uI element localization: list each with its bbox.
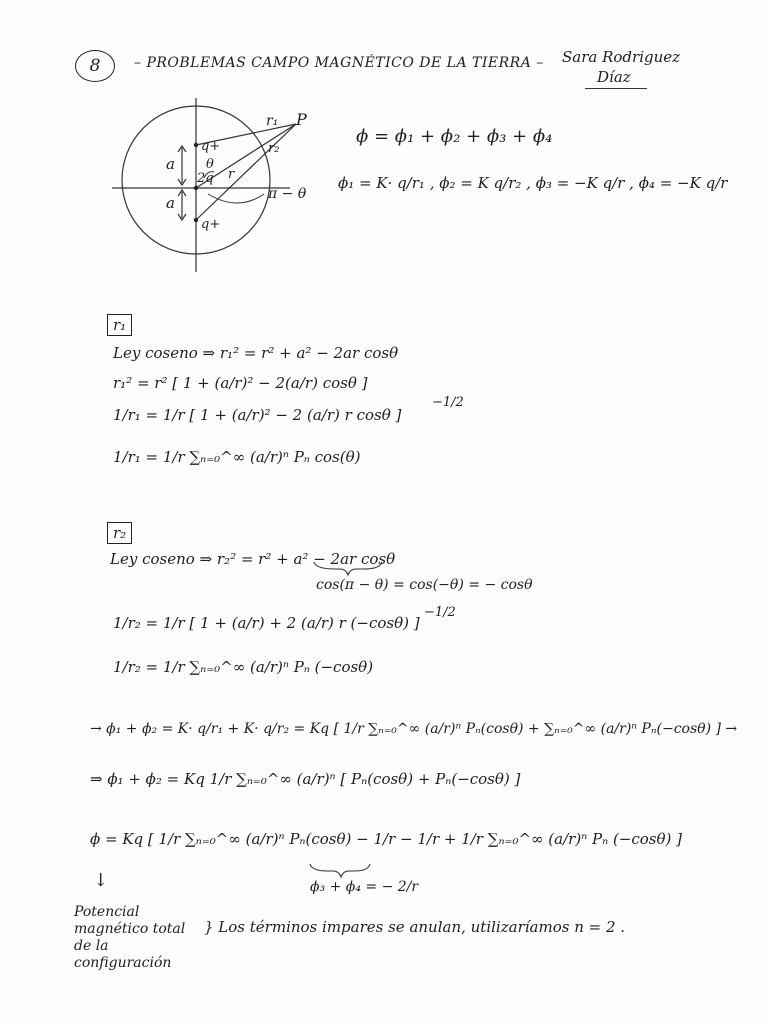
author-name: Sara Rodriguez <box>562 48 681 66</box>
label-a-bottom: a <box>166 194 175 212</box>
label-r1: r₁ <box>266 113 279 129</box>
section-label-r2: r₂ <box>107 522 132 544</box>
r1-inverse: 1/r₁ = 1/r [ 1 + (a/r)² − 2 (a/r) r cosθ ] <box>113 406 402 424</box>
phi1-plus-phi2-combined: ⇒ ϕ₁ + ϕ₂ = Kq 1/r ∑ₙ₌₀^∞ (a/r)ⁿ [ Pₙ(cosθ) + Pₙ(−cosθ) ] <box>90 770 521 788</box>
potential-terms-equation: ϕ₁ = K· q/r₁ , ϕ₂ = K q/r₂ , ϕ₃ = −K q/r , ϕ₄ = −K q/r <box>338 174 728 192</box>
phi3-plus-phi4-note: ϕ₃ + ϕ₄ = − 2/r <box>310 879 419 895</box>
down-arrow: ↓ <box>93 870 109 891</box>
label-theta: θ <box>206 157 214 172</box>
page-number-badge: 8 <box>75 50 115 82</box>
phi1-plus-phi2-expansion: → ϕ₁ + ϕ₂ = K· q/r₁ + K· q/r₂ = Kq [ 1/r ∑ₙ₌₀^∞ (a/r)ⁿ Pₙ(cosθ) + ∑ₙ₌₀^∞ (a/r)ⁿ Pₙ(−cosθ) ] → <box>90 721 738 737</box>
label-point-p: P <box>296 110 307 129</box>
total-potential-equation: ϕ = Kq [ 1/r ∑ₙ₌₀^∞ (a/r)ⁿ Pₙ(cosθ) − 1/r − 1/r + 1/r ∑ₙ₌₀^∞ (a/r)ⁿ Pₙ (−cosθ) ] <box>90 830 683 848</box>
label-r2: r₂ <box>268 141 280 156</box>
odd-terms-note: } Los términos impares se anulan, utilizaríamos n = 2 . <box>204 918 626 936</box>
r1-legendre-series: 1/r₁ = 1/r ∑ₙ₌₀^∞ (a/r)ⁿ Pₙ cos(θ) <box>113 448 361 466</box>
label-a-top: a <box>166 155 175 173</box>
r1-law-of-cosines: Ley coseno ⇒ r₁² = r² + a² − 2ar cosθ <box>113 344 399 362</box>
r2-cos-identity: cos(π − θ) = cos(−θ) = − cosθ <box>316 577 533 593</box>
label-charge-top: q+ <box>201 139 221 154</box>
potential-sum-equation: ϕ = ϕ₁ + ϕ₂ + ϕ₃ + ϕ₄ <box>356 126 553 147</box>
author-surname: Díaz <box>597 68 631 86</box>
page-title: – PROBLEMAS CAMPO MAGNÉTICO DE LA TIERRA – <box>134 55 544 71</box>
r1-inverse-exponent: −1/2 <box>432 395 464 410</box>
r2-legendre-series: 1/r₂ = 1/r ∑ₙ₌₀^∞ (a/r)ⁿ Pₙ (−cosθ) <box>113 658 374 676</box>
label-charge-bottom: q+ <box>201 217 221 232</box>
r1-factored: r₁² = r² [ 1 + (a/r)² − 2(a/r) cosθ ] <box>113 374 368 392</box>
label-charge-center: 2q <box>197 171 214 186</box>
label-pi-minus-theta: π − θ <box>268 186 307 202</box>
total-potential-label: Potencial magnético total de la configuración <box>74 904 186 971</box>
r2-inverse: 1/r₂ = 1/r [ 1 + (a/r) + 2 (a/r) r (−cosθ) ] <box>113 614 420 632</box>
section-label-r1: r₁ <box>107 314 132 336</box>
label-r: r <box>228 167 235 182</box>
r2-inverse-exponent: −1/2 <box>424 605 456 620</box>
r2-law-of-cosines: Ley coseno ⇒ r₂² = r² + a² − 2ar cosθ <box>110 550 396 568</box>
